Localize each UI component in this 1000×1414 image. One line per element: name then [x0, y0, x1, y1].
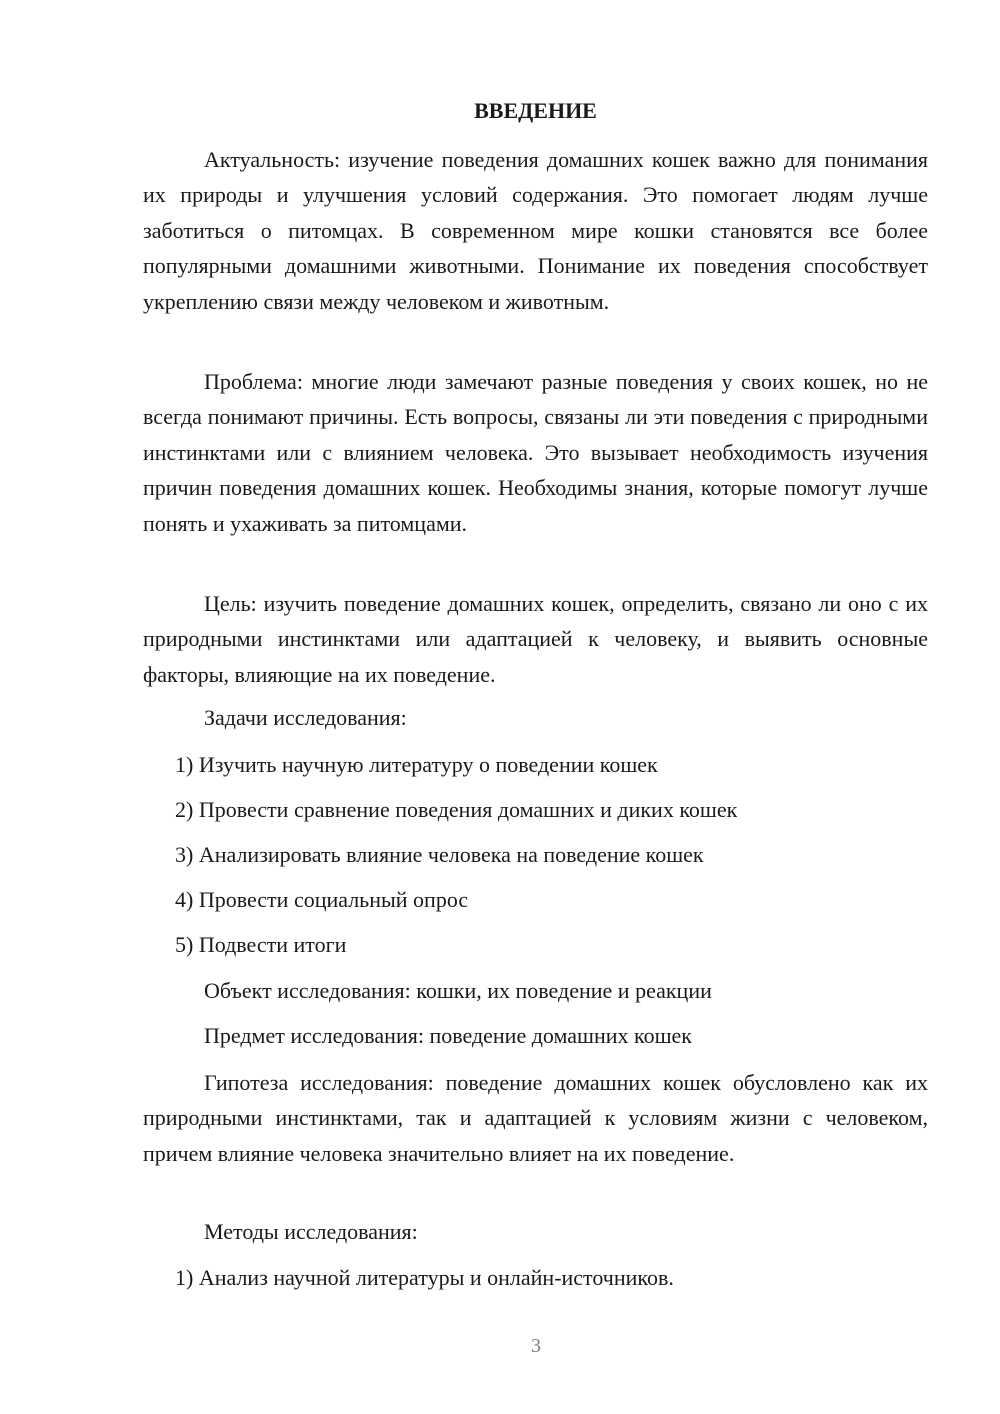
methods-heading: Методы исследования:: [204, 1219, 418, 1244]
research-subject: Предмет исследования: поведение домашних кошек: [204, 1023, 692, 1048]
task-item-2: 2) Провести сравнение поведения домашних и диких кошек: [175, 797, 738, 822]
task-item-3: 3) Анализировать влияние человека на поведение кошек: [175, 842, 704, 867]
goal-paragraph: Цель: изучить поведение домашних кошек, определить, связано ли оно с их природными инстинктами или адаптацией к человеку, и выявить основные факторы, влияющие на их поведение.: [143, 591, 928, 687]
task-item-5: 5) Подвести итоги: [175, 932, 347, 957]
task-item-4: 4) Провести социальный опрос: [175, 887, 469, 912]
research-object: Объект исследования: кошки, их поведение и реакции: [204, 978, 712, 1003]
task-item-1: 1) Изучить научную литературу о поведении кошек: [175, 752, 658, 777]
method-item-1: 1) Анализ научной литературы и онлайн-источников.: [175, 1265, 674, 1290]
tasks-heading: Задачи исследования:: [204, 705, 407, 730]
page-number: 3: [531, 1335, 541, 1357]
section-title: ВВЕДЕНИЕ: [474, 98, 597, 123]
hypothesis-paragraph: Гипотеза исследования: поведение домашних кошек обусловлено как их природными инстинктами, так и адаптацией к условиям жизни с человеком, причем влияние человека значительно влияет на их поведение.: [143, 1070, 928, 1166]
relevance-paragraph: Актуальность: изучение поведения домашних кошек важно для понимания их природы и улучшения условий содержания. Это помогает людям лучше заботиться о питомцах. В современном мире кошки становятся все более популярными домашними животными. Понимание их поведения способствует укреплению связи между человеком и животным.: [143, 147, 928, 314]
problem-paragraph: Проблема: многие люди замечают разные поведения у своих кошек, но не всегда понимают причины. Есть вопросы, связаны ли эти поведения с природными инстинктами или с влиянием человека. Это вызывает необходимость изучения причин поведения домашних кошек. Необходимы знания, которые помогут лучше понять и ухаживать за питомцами.: [143, 369, 928, 536]
